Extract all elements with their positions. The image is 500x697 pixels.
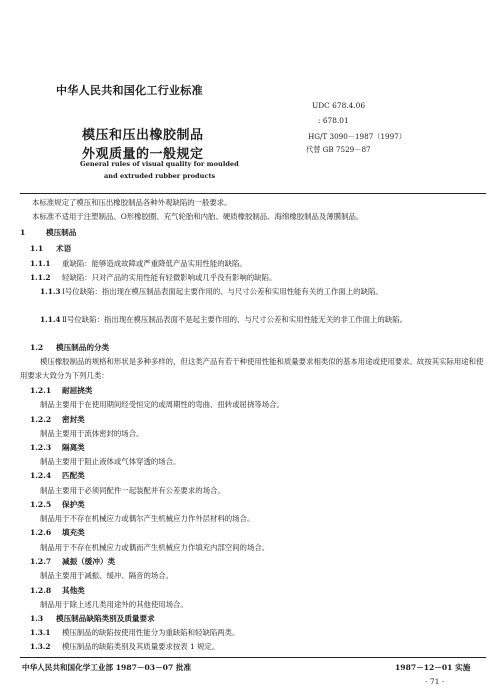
section-heading: 1.2.6 填充类	[30, 528, 85, 537]
paragraph: 制品主要用于阻止液体或气体穿透的场合。	[40, 457, 181, 466]
doc-title-en-line1: General rules of visual quality for moulded	[80, 160, 239, 168]
page-number: · 71 ·	[425, 677, 445, 686]
paragraph: 制品用于除上述几类用途外的其他使用场合。	[40, 600, 188, 609]
intro-paragraph-1: 本标准规定了模压和压出橡胶制品各种外观缺陷的一般要求。	[32, 198, 232, 207]
section-heading: 1.2.4 匹配类	[30, 471, 85, 480]
clause: 1.1.4Ⅱ号位缺陷：指出现在模压制品表面不是起主要作用的、与尺寸公差和实用性能无关的非工作面上的缺陷。	[40, 315, 407, 324]
section-heading: 1.3 模压制品缺陷类别及质量要求	[30, 614, 155, 623]
clause: 1.1.3Ⅰ号位缺陷：指出现在模压制品表面起主要作用的、与尺寸公差和实用性能有关的工作面上的缺陷。	[40, 287, 383, 296]
footer-divider	[20, 657, 486, 658]
paragraph: 制品主要用于流体密封的场合。	[40, 429, 144, 438]
section-heading: 1.2.2 密封类	[30, 415, 85, 424]
standard-code: HG/T 3090－1987（1997）	[308, 132, 406, 141]
implementation-date: 1987－12－01 实施	[395, 663, 471, 672]
approval-note: 中华人民共和国化学工业部 1987－03－07 批准	[22, 663, 192, 672]
paragraph: 模压橡胶制品的规格和形状是多种多样的，但这类产品有若干种使用性能和质量要求相类似的基本用途或使用要求。故按其实际用途和使用要求大致分为下列几类：	[20, 357, 484, 380]
standard-org: 中华人民共和国化工行业标准	[56, 84, 203, 97]
paragraph: 制品用于不存在机械应力或偶而产生机械应力作填充内部空间的场合。	[40, 543, 270, 552]
section-heading: 1.2.8 其他类	[30, 586, 85, 595]
replaces-code: 代替 GB 7529－87	[306, 145, 371, 154]
section-heading: 1.1 术语	[30, 244, 72, 253]
paragraph: 制品主要用于在使用期间经受恒定的或周期性的弯曲、扭转或屈挠等场合。	[40, 400, 284, 409]
clause: 1.3.1 模压制品的缺陷按使用性能分为重缺陷和轻缺陷两类。	[30, 628, 240, 637]
doc-title-line1: 模压和压出橡胶制品	[82, 128, 204, 143]
paragraph: 制品用于不存在机械应力或偶尔产生机械应力作外层材料的场合。	[40, 514, 255, 523]
udc-code-cont: : 678.01	[318, 116, 349, 125]
udc-code: UDC 678.4.06	[312, 101, 366, 110]
header-divider	[20, 193, 486, 194]
section-heading: 1.2 模压制品的分类	[30, 343, 110, 352]
section-heading: 1.2.5 保护类	[30, 500, 85, 509]
intro-paragraph-2: 本标准不适用于注塑制品、O形橡胶圈、充气轮胎和内胎、硬质橡胶制品、海绵橡胶制品及薄膜制品。	[32, 212, 364, 221]
clause: 1.1.1 重缺陷：能够造成故障或严重降低产品实用性能的缺陷。	[30, 259, 247, 268]
clause: 1.1.2 轻缺陷：只对产品的实用性能有轻微影响或几乎没有影响的缺陷。	[30, 273, 277, 282]
section-heading: 1.2.1 耐屈挠类	[30, 386, 93, 395]
doc-title-en-line2: and extruded rubber products	[104, 172, 216, 180]
clause: 1.3.2 模压制品的缺陷类别及其质量要求按表 1 规定。	[30, 642, 220, 651]
section-heading: 1 模压制品	[20, 228, 77, 237]
section-heading: 1.2.7 减振（缓冲）类	[30, 557, 116, 566]
paragraph: 制品主要用于减振、缓冲、隔音的场合。	[40, 571, 174, 580]
doc-title-line2: 外观质量的一般规定	[82, 147, 204, 162]
paragraph: 制品主要用于必须同配件一起装配并有公差要求的场合。	[40, 486, 225, 495]
section-heading: 1.2.3 隔离类	[30, 443, 85, 452]
